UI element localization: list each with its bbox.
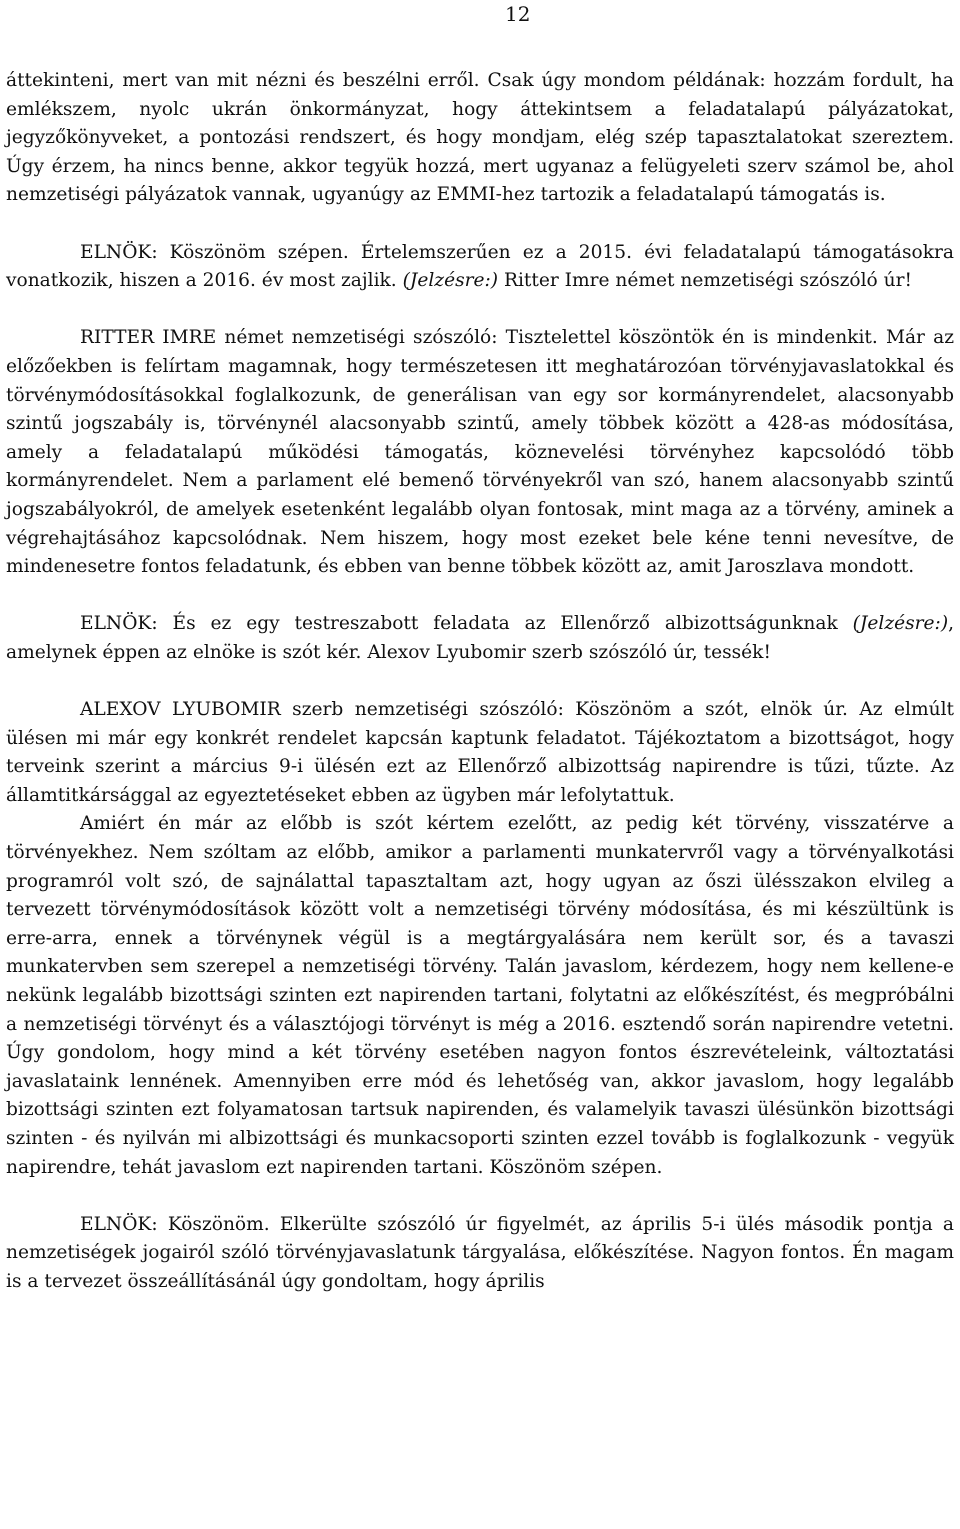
paragraph-chair-response <box>6 610 954 667</box>
paragraph-text: szerb nemzetiségi szószóló: Köszönöm a szót, elnök úr. Az elmúlt ülésen mi már egy konkrét rendelet kapcsán kaptunk feladatot. Tájékoztatom a bizottságot, hogy terveink szerint a március 9-i ülésén ezt az Ellenőrző albizottság napirendre is tűzi, tűzte. Az államtitkársággal az egyeztetéseket ebben az ügyben már lefolytattuk. <box>6 699 954 806</box>
stage-direction: (Jelzésre:) <box>852 613 949 635</box>
paragraph-text: Köszönöm szépen. Értelemszerűen ez a 2015. évi feladatalapú támogatásokra vonatkozik, hiszen a 2016. év most zajlik. <box>6 241 954 292</box>
paragraph-ritter <box>6 324 954 581</box>
speaker-name: ELNÖK: <box>80 1213 158 1235</box>
speaker-name: RITTER IMRE <box>80 327 217 349</box>
paragraph-alexov <box>6 696 954 810</box>
paragraph-text: Ritter Imre német nemzetiségi szószóló úr! <box>498 270 912 292</box>
speaker-name: ALEXOV LYUBOMIR <box>80 699 281 721</box>
speaker-name: ELNÖK: <box>80 241 158 263</box>
document-body <box>6 67 954 1297</box>
paragraph-continuation: áttekinteni, mert van mit nézni és beszélni erről. Csak úgy mondom példának: hozzám fordult, ha emlékszem, nyolc ukrán önkormányzat, hogy áttekintsem a feladatalapú pályázatokat, jegyzőkönyveket, a pontozási rendszert, és hogy mondjam, elég szép tapasztalatokat szereztem. Úgy érzem, ha nincs benne, akkor tegyük hozzá, mert ugyanaz a felügyeleti szerv számol be, ahol nemzetiségi pályázatok vannak, ugyanúgy az EMMI-hez tartozik a feladatalapú támogatás is. <box>6 70 954 206</box>
paragraph-text: És ez egy testreszabott feladata az Ellenőrző albizottságunknak <box>157 613 853 635</box>
paragraph-chair-thanks <box>6 239 954 296</box>
paragraph-alexov-continued: Amiért én már az előbb is szót kértem ezelőtt, az pedig két törvény, visszatérve a törvényekhez. Nem szóltam az előbb, amikor a parlamenti munkatervről vagy a törvényalkotási programról volt szó, de sajnálattal tapasztaltam azt, hogy ugyan az őszi ülésszakon elvileg a tervezett törvénymódosítások között volt a nemzetiségi törvény módosítása, és mi készültünk is erre-arra, ennek a törvénynek végül is a megtárgyalására nem került sor, és a tavaszi munkatervben sem szerepel a nemzetiségi törvény. Talán javaslom, kérdezem, hogy nem kellene-e nekünk legalább bizottsági szinten ezt napirenden tartani, folytatni az előkészítést, és megpróbálni a nemzetiségi törvényt és a választójogi törvényt is még a 2016. esztendő során napirendre vetetni. Úgy gondolom, hogy mind a két törvény esetében nagyon fontos észrevételeink, változtatási javaslataink lennének. Amennyiben erre mód és lehetőség van, akkor javaslom, hogy legalább bizottsági szinten ezt folyamatosan tartsuk napirenden, és valamelyik tavaszi ülésünkön bizottsági szinten - és nyilván mi albizottsági és munkacsoporti szinten ezzel tovább is foglalkozunk - vegyük napirendre, tehát javaslom ezt napirenden tartani. Köszönöm szépen. <box>6 813 954 1178</box>
stage-direction: (Jelzésre:) <box>402 270 499 292</box>
speaker-name: ELNÖK: <box>80 613 158 635</box>
paragraph-text: német nemzetiségi szószóló: Tisztelettel köszöntök én is mindenkit. Már az előzőekben is felírtam magamnak, hogy természetesen itt meghatározóan törvényjavaslatokkal és törvénymódosításokkal foglalkozunk, de generálisan van egy sor kormányrendelet, alacsonyabb szintű jogszabály is, törvénynél alacsonyabb szintű, amely többek között a 428-as módosítása, amely a feladatalapú működési támogatás, köznevelési törvényhez kapcsolódó több kormányrendelet. Nem a parlament elé bemenő törvényekről van szó, hanem alacsonyabb szintű jogszabályokról, de amelyek esetenként legalább olyan fontosak, mint maga az a törvény, aminek a végrehajtásához kapcsolódnak. Nem hiszem, hogy most ezeket bele kéne tenni nevesítve, de mindenesetre fontos feladatunk, és ebben van benne többek között az, amit Jaroszlava mondott. <box>6 327 955 578</box>
paragraph-text: Köszönöm. Elkerülte szószóló úr figyelmét, az április 5-i ülés második pontja a nemzetiségek jogairól szóló törvényjavaslatunk tárgyalása, előkészítése. Nagyon fontos. Én magam is a tervezet összeállításánál úgy gondoltam, hogy április <box>6 1213 954 1292</box>
page-number: 12 <box>505 2 531 26</box>
paragraph-chair-final <box>6 1211 954 1297</box>
paragraph-text: , amelynek éppen az elnöke is szót kér. Alexov Lyubomir szerb szószóló úr, tessék! <box>6 613 954 663</box>
